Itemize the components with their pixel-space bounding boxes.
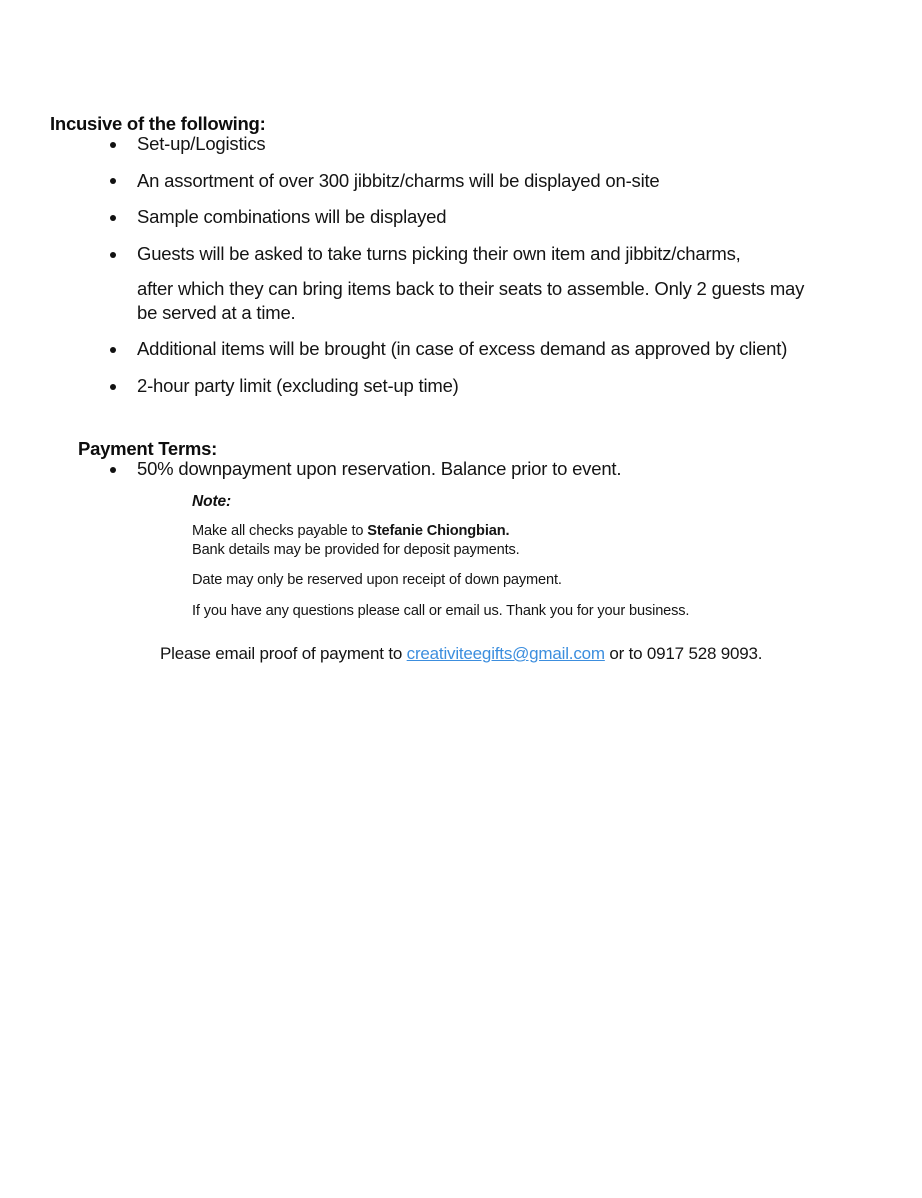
inclusions-heading: Incusive of the following: [50, 113, 266, 135]
note-line-list [192, 522, 852, 621]
bullet-dot-icon [110, 252, 116, 258]
list-item [110, 206, 870, 229]
list-item [110, 243, 870, 325]
payment-terms-heading: Payment Terms: [78, 438, 218, 460]
list-item [110, 133, 870, 156]
note-line-text: Make all checks payable to [192, 523, 368, 539]
list-item-line: Set-up/Logistics [137, 133, 266, 154]
bullet-dot-icon [110, 384, 116, 390]
note-line [192, 541, 852, 560]
list-item [110, 458, 870, 481]
note-line-emphasis: Stefanie Chiongbian. [367, 523, 510, 539]
email-link[interactable]: creativiteegifts@gmail.com [406, 644, 605, 663]
bullet-dot-icon [110, 215, 116, 221]
list-item [110, 375, 870, 398]
closing-prefix-text: Please email proof of payment to [160, 644, 407, 663]
closing-suffix-text: or to 0917 528 9093. [604, 644, 763, 663]
bullet-dot-icon [110, 142, 116, 148]
list-item-line: 2-hour party limit (excluding set-up time) [137, 374, 459, 396]
note-title: Note: [192, 493, 232, 510]
list-item [110, 338, 870, 361]
list-item [110, 170, 870, 193]
list-item-line: 50% downpayment upon reservation. Balance prior to event. [137, 458, 622, 479]
note-line [192, 571, 852, 590]
list-item-line: Sample combinations will be displayed [137, 206, 447, 228]
note-line-text: Date may only be reserved upon receipt of down payment. [192, 572, 562, 589]
note-line [192, 522, 852, 541]
note-block [192, 493, 852, 621]
bullet-dot-icon [110, 467, 116, 473]
bullet-dot-icon [110, 347, 116, 353]
inclusions-list [110, 133, 870, 398]
list-item-line: Additional items will be brought (in case of excess demand as approved by client) [137, 338, 788, 360]
closing-payment-proof-line [160, 644, 762, 664]
list-item-line: An assortment of over 300 jibbitz/charms will be displayed on-site [137, 169, 660, 191]
note-line-text: Bank details may be provided for deposit payments. [192, 541, 520, 558]
list-item-line: be served at a time. [137, 301, 296, 323]
note-line-text: If you have any questions please call or email us. Thank you for your business. [192, 603, 690, 620]
note-line [192, 602, 852, 621]
list-item-line: Guests will be asked to take turns picking their own item and jibbitz/charms, [137, 242, 741, 264]
list-item-line: after which they can bring items back to their seats to assemble. Only 2 guests may [137, 278, 805, 300]
payment-terms-list [110, 458, 870, 481]
bullet-dot-icon [110, 178, 116, 184]
